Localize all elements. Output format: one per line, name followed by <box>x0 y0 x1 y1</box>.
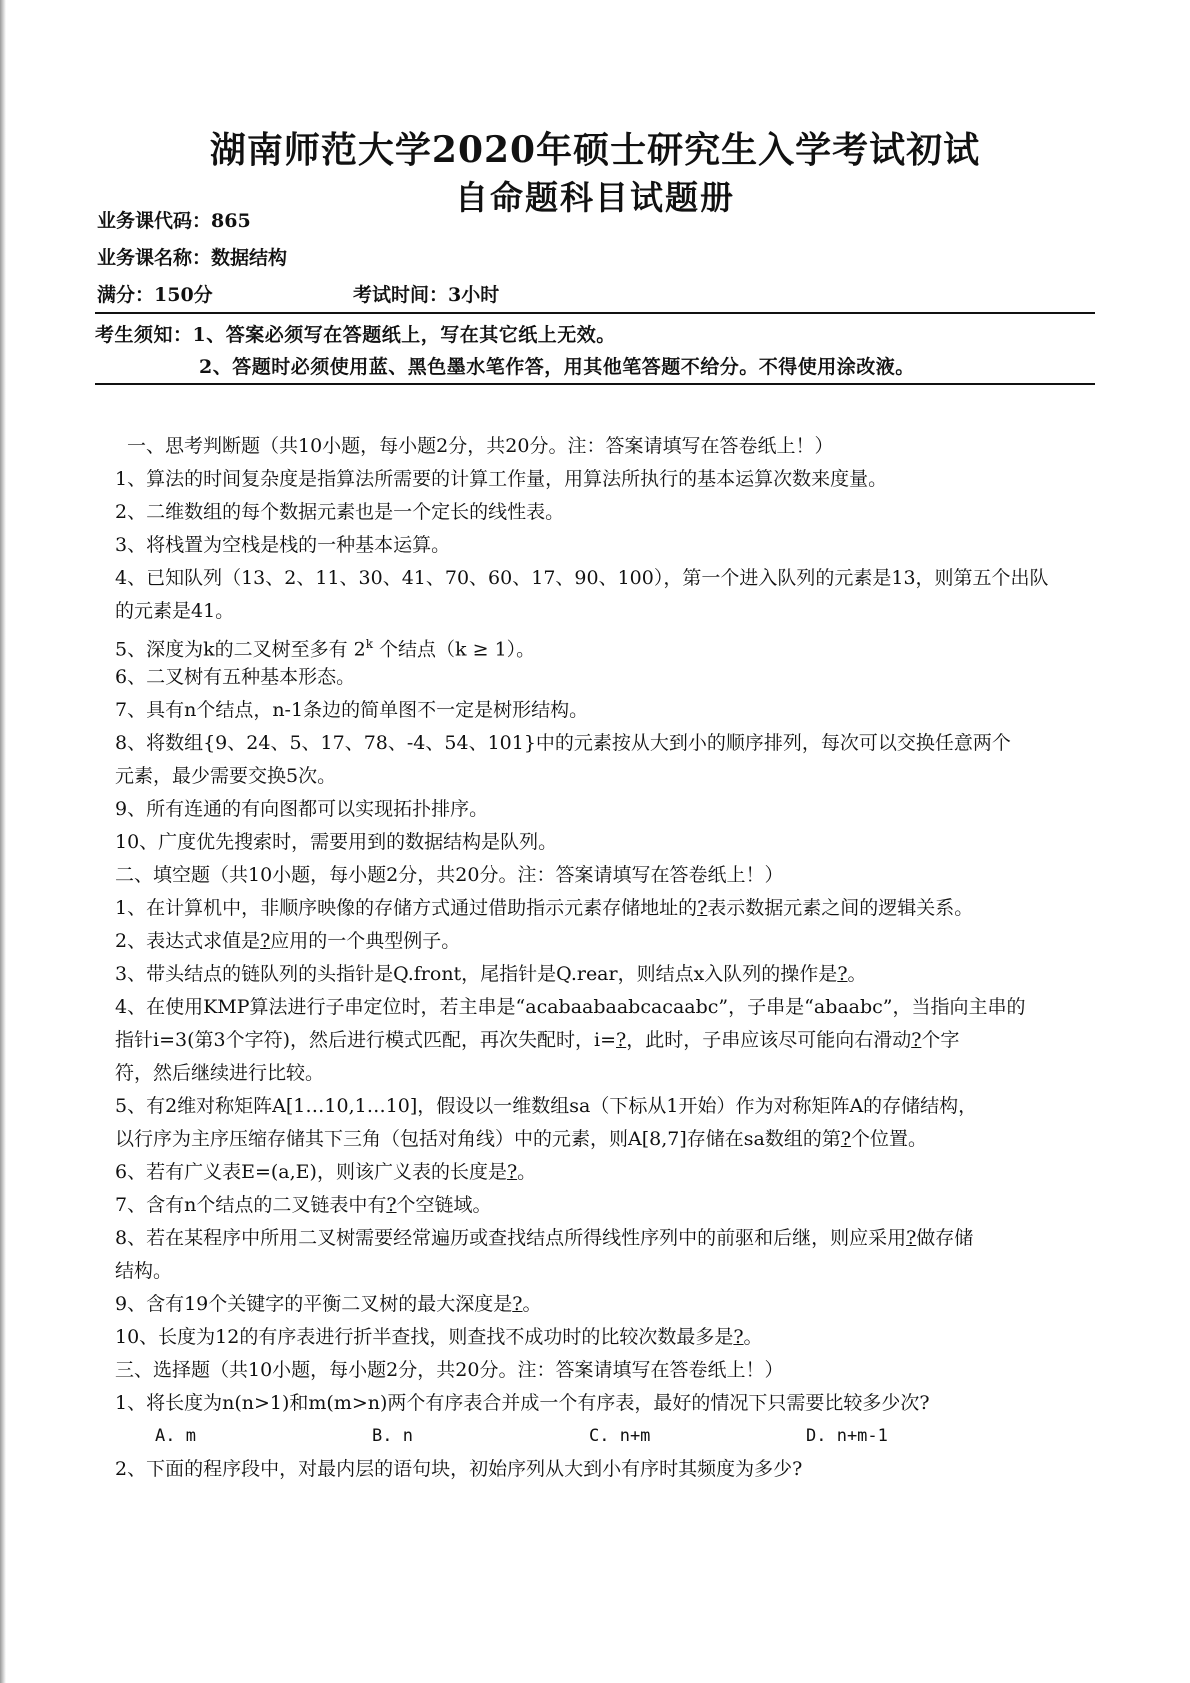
s2-q10: 10、长度为12的有序表进行折半查找，则查找不成功时的比较次数最多是?。 <box>115 1326 763 1348</box>
notice-2: 2、答题时必须使用蓝、黑色墨水笔作答，用其他笔答题不给分。不得使用涂改液。 <box>199 356 915 378</box>
exam-time: 考试时间：3小时 <box>353 284 500 306</box>
s3-q1-options <box>115 1420 1093 1453</box>
s2-q8-line2: 结构。 <box>115 1260 173 1282</box>
s2-q3: 3、带头结点的链队列的头指针是Q.front，尾指针是Q.rear，则结点x入队列的操作是?。 <box>115 963 867 985</box>
option-a: A. m <box>155 1426 196 1446</box>
s2-q5-line1: 5、有2维对称矩阵A[1…10,1…10]，假设以一维数组sa（下标从1开始）作为对称矩阵A的存储结构， <box>115 1095 978 1117</box>
s2-q1: 1、在计算机中，非顺序映像的存储方式通过借助指示元素存储地址的?表示数据元素之间的逻辑关系。 <box>115 897 974 919</box>
exam-subtitle: 自命题科目试题册 <box>455 178 735 217</box>
answer-blank: ? <box>911 1029 922 1051</box>
answer-blank: ? <box>837 963 848 985</box>
answer-blank: ? <box>260 930 271 952</box>
divider-top <box>95 312 1095 314</box>
s1-q8-line1: 8、将数组{9、24、5、17、78、-4、54、101}中的元素按从大到小的顺序排列，每次可以交换任意两个 <box>115 732 1011 754</box>
answer-blank: ? <box>512 1293 523 1315</box>
answer-blank: ? <box>386 1194 397 1216</box>
s1-q5: 5、深度为k的二叉树至多有 2$^k$ 个结点（k ≥ 1）。 <box>115 637 536 661</box>
divider-bottom <box>95 383 1095 385</box>
s2-q7: 7、含有n个结点的二叉链表中有?个空链域。 <box>115 1194 492 1216</box>
s1-q4-line1: 4、已知队列（13、2、11、30、41、70、60、17、90、100），第一个进入队列的元素是13，则第五个出队 <box>115 567 1049 589</box>
answer-blank: ? <box>733 1326 744 1348</box>
section-1-heading: 一、思考判断题（共10小题，每小题2分，共20分。注：答案请填写在答卷纸上！） <box>127 435 834 457</box>
s2-q9: 9、含有19个关键字的平衡二叉树的最大深度是?。 <box>115 1293 542 1315</box>
s2-q4-line1: 4、在使用KMP算法进行子串定位时，若主串是“acabaabaabcacaabc”，子串是“abaabc”，当指向主串的 <box>115 996 1026 1018</box>
course-code: 业务课代码：865 <box>97 210 251 232</box>
exam-title: 湖南师范大学2020年硕士研究生入学考试初试 <box>209 129 981 171</box>
s1-q5-exponent: k <box>365 637 374 651</box>
option-d: D. n+m-1 <box>806 1426 888 1446</box>
s2-q6: 6、若有广义表E=(a,E)，则该广义表的长度是?。 <box>115 1161 537 1183</box>
s1-q7: 7、具有n个结点，n-1条边的简单图不一定是树形结构。 <box>115 699 589 721</box>
answer-blank: ? <box>506 1161 518 1183</box>
full-score: 满分：150分 <box>97 284 213 306</box>
s3-q2: 2、下面的程序段中，对最内层的语句块，初始序列从大到小有序时其频度为多少? <box>115 1458 803 1480</box>
option-c: C. n+m <box>589 1426 651 1446</box>
s1-q4-line2: 的元素是41。 <box>115 600 235 622</box>
s1-q10: 10、广度优先搜索时，需要用到的数据结构是队列。 <box>115 831 558 853</box>
answer-blank: ? <box>697 897 708 919</box>
s1-q8-line2: 元素，最少需要交换5次。 <box>115 765 337 787</box>
s1-q3: 3、将栈置为空栈是栈的一种基本运算。 <box>115 534 451 556</box>
s2-q8-line1: 8、若在某程序中所用二叉树需要经常遍历或查找结点所得线性序列中的前驱和后继，则应采用?做存储 <box>115 1227 974 1249</box>
s2-q5-line2: 以行序为主序压缩存储其下三角（包括对角线）中的元素，则A[8,7]存储在sa数组的第?个位置。 <box>115 1128 928 1150</box>
section-2-heading: 二、填空题（共10小题，每小题2分，共20分。注：答案请填写在答卷纸上！） <box>115 864 784 886</box>
section-3-heading: 三、选择题（共10小题，每小题2分，共20分。注：答案请填写在答卷纸上！） <box>115 1359 784 1381</box>
s2-q2: 2、表达式求值是?应用的一个典型例子。 <box>115 930 461 952</box>
answer-blank: ? <box>616 1029 627 1051</box>
answer-blank: ? <box>840 1128 852 1150</box>
s2-q4-line3: 符，然后继续进行比较。 <box>115 1062 325 1084</box>
answer-blank: ? <box>906 1227 917 1249</box>
course-name: 业务课名称：数据结构 <box>97 247 288 269</box>
s1-q2: 2、二维数组的每个数据元素也是一个定长的线性表。 <box>115 501 565 523</box>
s1-q6: 6、二叉树有五种基本形态。 <box>115 666 356 688</box>
s3-q1: 1、将长度为n(n>1)和m(m>n)两个有序表合并成一个有序表，最好的情况下只需要比较多少次? <box>115 1392 930 1414</box>
scan-edge-shadow <box>0 0 6 1683</box>
question-body <box>115 430 1093 1486</box>
s1-q9: 9、所有连通的有向图都可以实现拓扑排序。 <box>115 798 489 820</box>
s1-q1: 1、算法的时间复杂度是指算法所需要的计算工作量，用算法所执行的基本运算次数来度量。 <box>115 468 888 490</box>
s2-q4-line2: 指针i=3(第3个字符)，然后进行模式匹配，再次失配时，i=?，此时，子串应该尽可能向右滑动?个字 <box>115 1029 960 1051</box>
notice-1: 考生须知：1、答案必须写在答题纸上，写在其它纸上无效。 <box>95 324 616 346</box>
option-b: B. n <box>372 1426 413 1446</box>
